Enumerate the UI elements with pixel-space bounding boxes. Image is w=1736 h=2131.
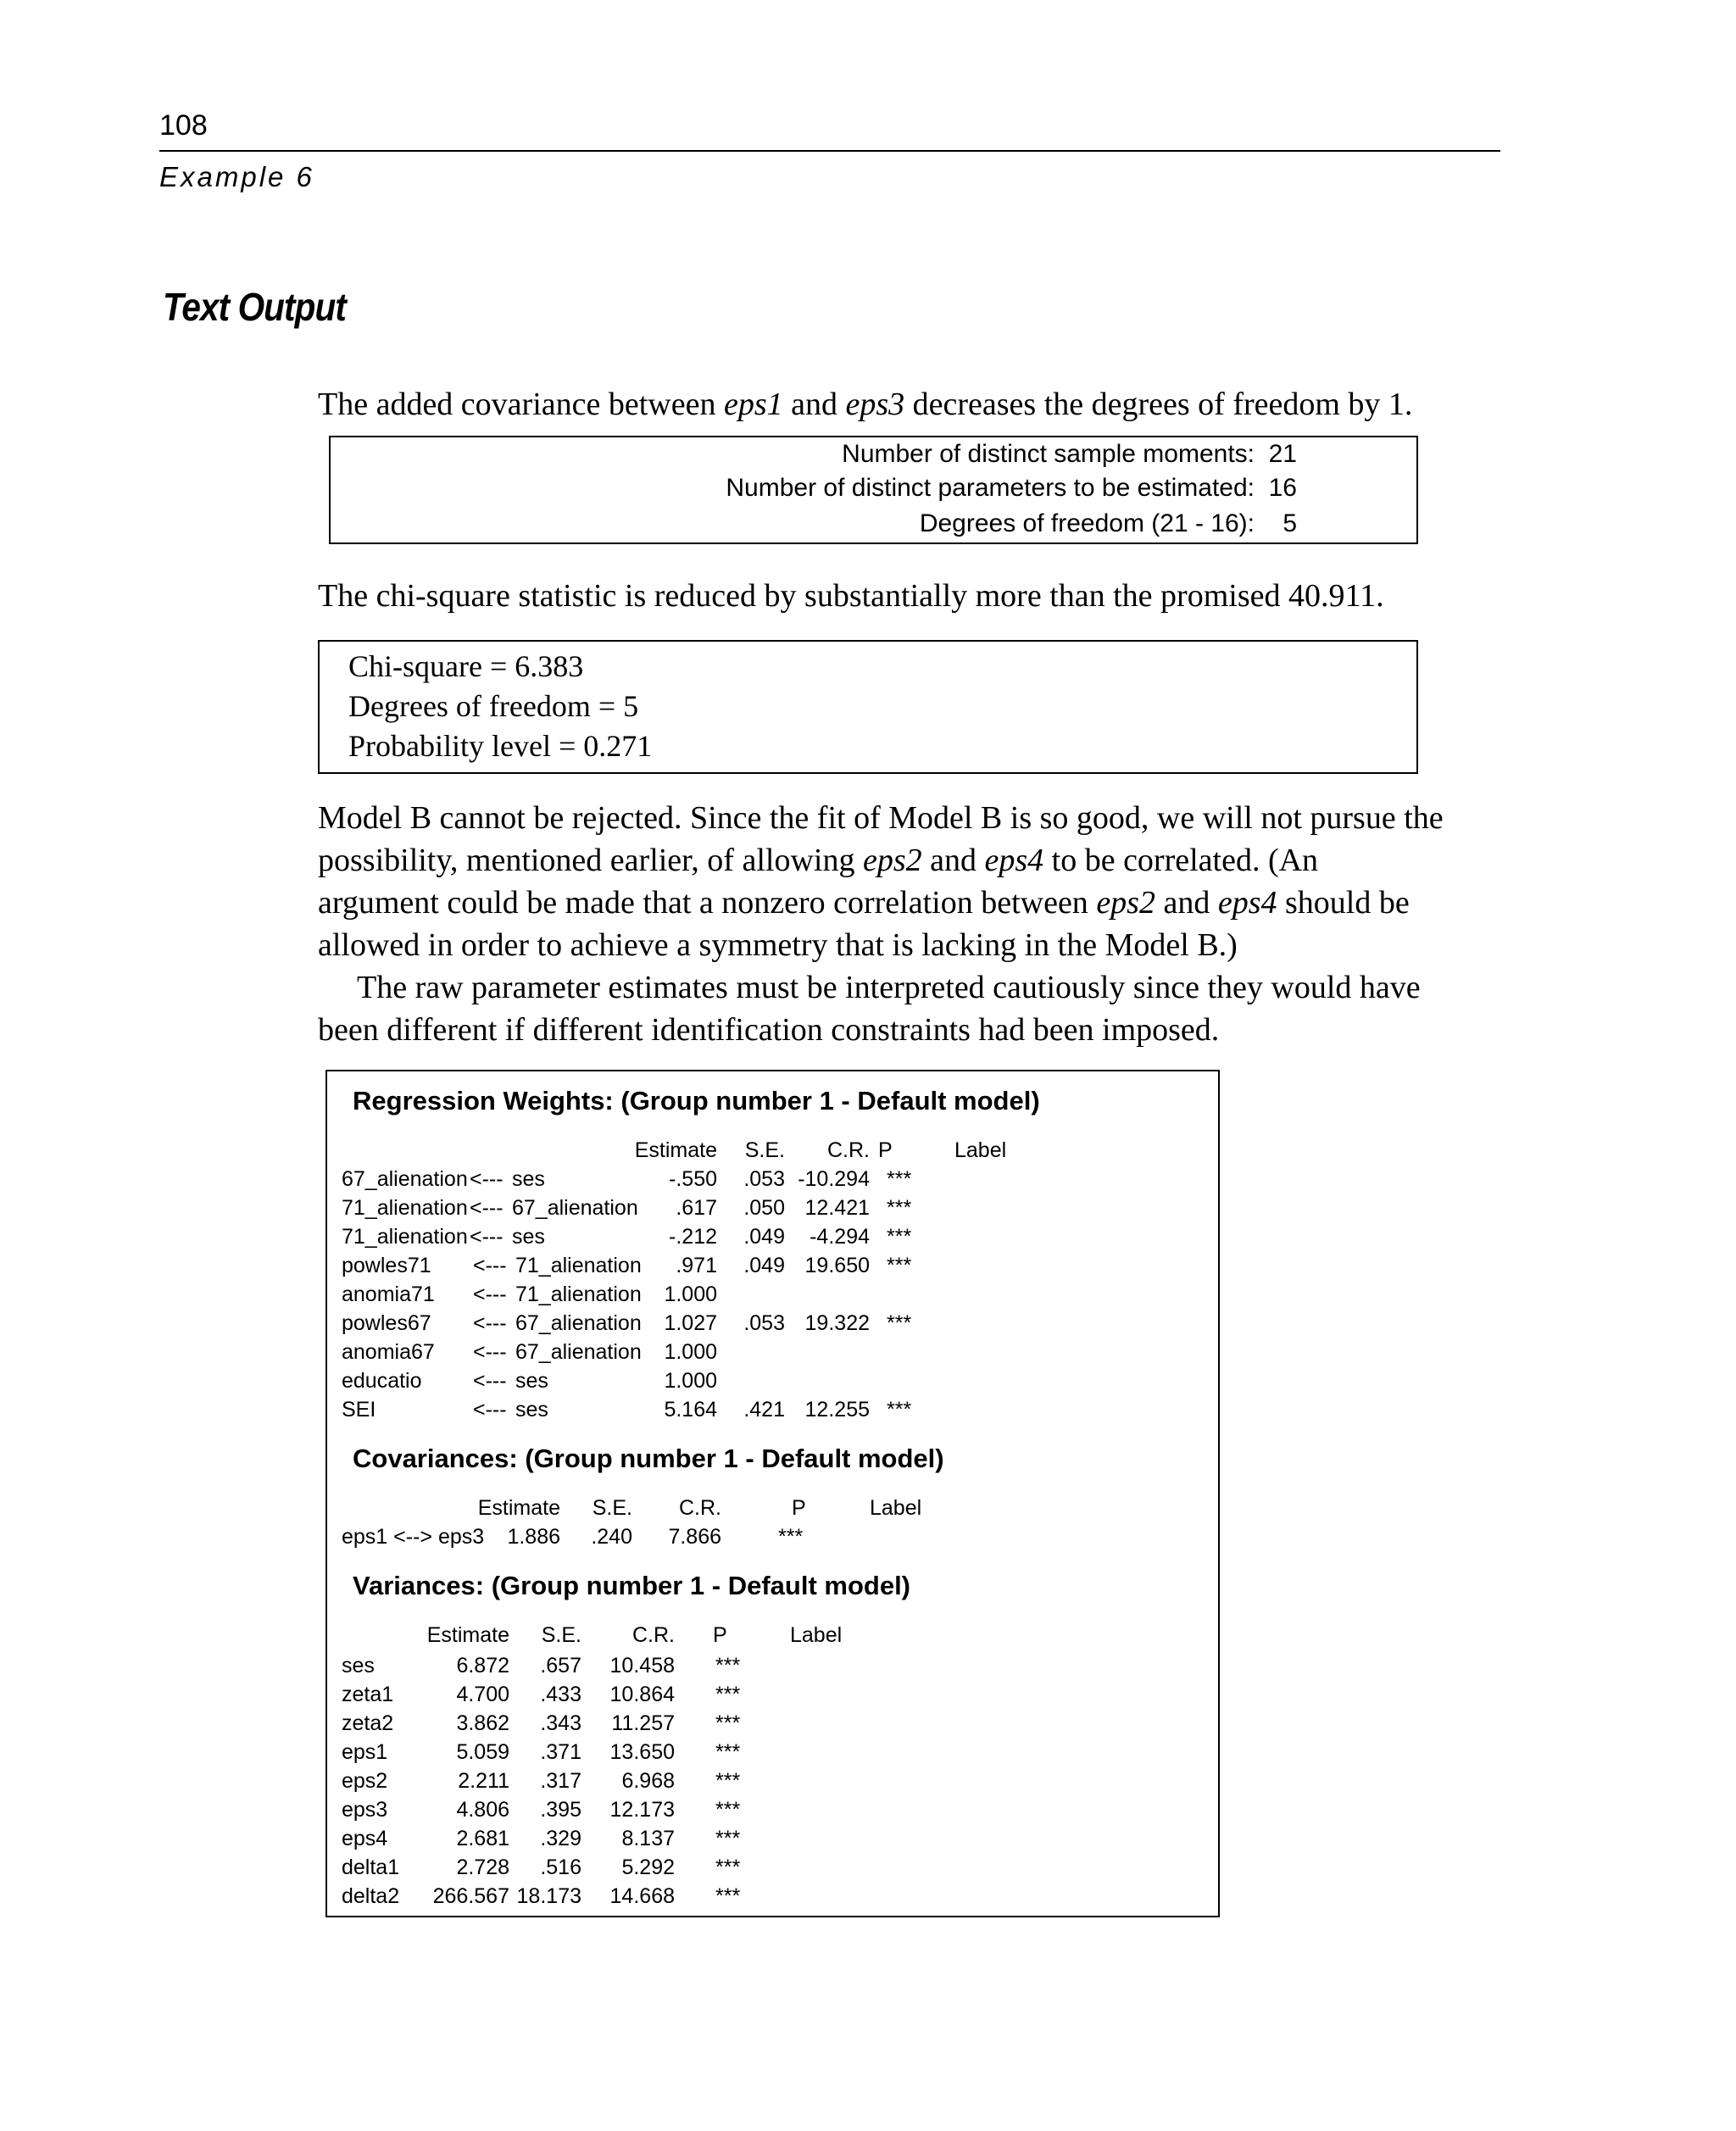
- body-line-2: [318, 839, 1505, 882]
- row-estimate: 1.000: [664, 1282, 717, 1306]
- row-se: .053: [743, 1311, 785, 1335]
- row-independent: ses: [515, 1398, 548, 1422]
- body-line-1: Model B cannot be rejected. Since the fit of Model B is so good, we will not pursue the: [318, 800, 1444, 836]
- df-row-degrees: [331, 509, 1301, 542]
- row-independent: ses: [512, 1167, 545, 1191]
- degrees-of-freedom-line: Degrees of freedom = 5: [348, 689, 639, 723]
- intro-text: The added covariance between: [318, 387, 724, 422]
- row-se: .421: [743, 1398, 785, 1422]
- df-label: Degrees of freedom (21 - 16):: [919, 509, 1255, 537]
- chi-square-line: Chi-square = 6.383: [348, 649, 584, 683]
- row-cr: 19.650: [804, 1254, 870, 1277]
- row-cr: 13.650: [609, 1740, 675, 1764]
- row-arrow: <---: [470, 1196, 504, 1220]
- row-cr: 19.322: [804, 1311, 870, 1335]
- probability-level-line: Probability level = 0.271: [348, 729, 653, 763]
- row-dependent: 67_alienation: [342, 1167, 468, 1191]
- row-p: ***: [715, 1856, 741, 1879]
- row-p: ***: [887, 1311, 912, 1335]
- row-arrow: <---: [473, 1369, 507, 1393]
- row-cr: -4.294: [810, 1225, 870, 1249]
- body-term-eps2: eps2: [1096, 885, 1155, 921]
- row-cr: 12.173: [609, 1798, 675, 1822]
- row-p: ***: [715, 1769, 741, 1793]
- covariance-estimate: 1.886: [507, 1525, 560, 1549]
- header-cr: C.R.: [827, 1138, 870, 1162]
- row-estimate: 4.700: [456, 1683, 509, 1706]
- row-independent: 67_alienation: [515, 1340, 642, 1364]
- row-estimate: 1.000: [664, 1340, 717, 1364]
- df-row-moments: [331, 439, 1301, 473]
- row-se: .050: [743, 1196, 785, 1220]
- intro-term-eps3: eps3: [845, 387, 905, 422]
- row-estimate: 2.681: [456, 1827, 509, 1850]
- row-se: .371: [540, 1740, 581, 1764]
- row-independent: 71_alienation: [515, 1282, 642, 1306]
- row-cr: 5.292: [621, 1856, 675, 1879]
- row-p: ***: [715, 1711, 741, 1735]
- row-independent: 67_alienation: [512, 1196, 638, 1220]
- row-estimate: 6.872: [456, 1654, 509, 1678]
- row-arrow: <---: [473, 1398, 507, 1422]
- row-name: eps1: [342, 1740, 388, 1764]
- row-cr: 10.864: [609, 1683, 675, 1706]
- row-name: zeta2: [342, 1711, 394, 1735]
- header-label: Label: [790, 1623, 843, 1647]
- header-cr: C.R.: [632, 1623, 675, 1647]
- body-paragraph: [318, 797, 1505, 1051]
- body-term-eps4: eps4: [1217, 885, 1277, 921]
- body-line-5: The raw parameter estimates must be interpreted cautiously since they would have: [357, 970, 1421, 1005]
- row-p: ***: [887, 1225, 912, 1249]
- running-head: [159, 108, 1500, 142]
- row-se: .049: [743, 1254, 785, 1277]
- row-estimate: 1.000: [664, 1369, 717, 1393]
- header-p: P: [792, 1496, 806, 1520]
- body-text: and: [1155, 885, 1218, 921]
- df-output-box: [329, 436, 1418, 544]
- header-se: S.E.: [744, 1138, 785, 1162]
- row-dependent: powles67: [342, 1311, 431, 1335]
- row-independent: ses: [515, 1369, 548, 1393]
- row-arrow: <---: [473, 1340, 507, 1364]
- row-p: ***: [715, 1683, 741, 1706]
- row-cr: -10.294: [798, 1167, 870, 1191]
- row-dependent: 71_alienation: [342, 1196, 468, 1220]
- row-arrow: <---: [470, 1167, 504, 1191]
- header-se: S.E.: [592, 1496, 632, 1520]
- row-p: ***: [715, 1884, 741, 1908]
- intro-term-eps1: eps1: [723, 387, 783, 422]
- body-text: should be: [1277, 885, 1410, 921]
- row-arrow: <---: [473, 1254, 507, 1277]
- row-cr: 10.458: [609, 1654, 675, 1678]
- row-independent: 71_alienation: [515, 1254, 642, 1277]
- row-estimate: -.212: [669, 1225, 717, 1249]
- row-estimate: 5.164: [664, 1398, 717, 1422]
- row-estimate: -.550: [669, 1167, 717, 1191]
- header-p: P: [713, 1623, 727, 1647]
- header-cr: C.R.: [679, 1496, 721, 1520]
- row-estimate: 2.728: [456, 1856, 509, 1879]
- row-se: .317: [540, 1769, 581, 1793]
- row-se: 18.173: [516, 1884, 581, 1908]
- body-text: argument could be made that a nonzero correlation between: [318, 885, 1097, 921]
- header-se: S.E.: [541, 1623, 581, 1647]
- df-value: 16: [1268, 474, 1297, 502]
- row-name: delta2: [342, 1884, 400, 1908]
- row-estimate: 266.567: [432, 1884, 509, 1908]
- body-text: and: [921, 843, 985, 878]
- row-estimate: 1.027: [664, 1311, 717, 1335]
- covariance-cr: 7.866: [668, 1525, 721, 1549]
- row-se: .343: [540, 1711, 581, 1735]
- intro-text-and: and: [782, 387, 846, 422]
- row-cr: 12.255: [804, 1398, 870, 1422]
- row-se: .053: [743, 1167, 785, 1191]
- row-independent: 67_alienation: [515, 1311, 642, 1335]
- row-dependent: anomia67: [342, 1340, 435, 1364]
- row-arrow: <---: [473, 1282, 507, 1306]
- row-arrow: <---: [473, 1311, 507, 1335]
- row-estimate: .617: [676, 1196, 717, 1220]
- body-term-eps2: eps2: [862, 843, 922, 878]
- row-dependent: anomia71: [342, 1282, 435, 1306]
- header-estimate: Estimate: [426, 1623, 509, 1647]
- df-label: Number of distinct parameters to be estimated:: [726, 474, 1255, 502]
- row-dependent: educatio: [342, 1369, 422, 1393]
- df-value: 5: [1283, 509, 1297, 537]
- row-arrow: <---: [470, 1225, 504, 1249]
- row-cr: 14.668: [609, 1884, 675, 1908]
- row-dependent: SEI: [342, 1398, 376, 1422]
- chi-paragraph: The chi-square statistic is reduced by substantially more than the promised 40.911.: [318, 578, 1384, 614]
- header-p: P: [878, 1138, 893, 1162]
- row-se: .049: [743, 1225, 785, 1249]
- row-independent: ses: [512, 1225, 545, 1249]
- row-name: eps2: [342, 1769, 388, 1793]
- row-dependent: powles71: [342, 1254, 431, 1277]
- row-se: .329: [540, 1827, 581, 1850]
- header-label: Label: [954, 1138, 1007, 1162]
- row-dependent: 71_alienation: [342, 1225, 468, 1249]
- body-text: to be correlated. (An: [1043, 843, 1319, 878]
- covariance-p: ***: [778, 1525, 804, 1549]
- row-p: ***: [715, 1740, 741, 1764]
- row-cr: 11.257: [611, 1711, 675, 1735]
- covariances-title: Covariances: (Group number 1 - Default model): [353, 1444, 944, 1473]
- row-estimate: 2.211: [458, 1769, 509, 1793]
- row-name: zeta1: [342, 1683, 394, 1706]
- variances-title: Variances: (Group number 1 - Default model): [353, 1571, 911, 1600]
- row-se: .395: [540, 1798, 581, 1822]
- covariance-se: .240: [591, 1525, 632, 1549]
- df-row-parameters: [331, 473, 1301, 507]
- regression-weights-title: Regression Weights: (Group number 1 - Default model): [353, 1086, 1040, 1116]
- intro-paragraph: [318, 383, 1505, 426]
- row-cr: 8.137: [621, 1827, 675, 1850]
- fit-output-box: [318, 640, 1418, 774]
- header-estimate: Estimate: [477, 1496, 560, 1520]
- row-estimate: .971: [676, 1254, 717, 1277]
- row-p: ***: [715, 1798, 741, 1822]
- df-value: 21: [1268, 440, 1297, 468]
- page-number: 108: [159, 109, 208, 142]
- row-cr: 6.968: [621, 1769, 675, 1793]
- body-line-4: allowed in order to achieve a symmetry that is lacking in the Model B.): [318, 927, 1238, 963]
- row-p: ***: [887, 1196, 912, 1220]
- body-line-3: [318, 882, 1505, 924]
- body-line-6: been different if different identification constraints had been imposed.: [318, 1012, 1220, 1048]
- row-se: .657: [540, 1654, 581, 1678]
- header-rule: [159, 150, 1500, 152]
- header-estimate: Estimate: [634, 1138, 717, 1162]
- estimates-output-box: [326, 1070, 1220, 1917]
- section-title: Text Output: [163, 285, 346, 329]
- row-p: ***: [887, 1254, 912, 1277]
- chapter-label: Example 6: [159, 161, 314, 192]
- row-estimate: 4.806: [456, 1798, 509, 1822]
- row-estimate: 5.059: [456, 1740, 509, 1764]
- row-name: eps4: [342, 1827, 388, 1850]
- row-name: ses: [342, 1654, 375, 1678]
- row-p: ***: [715, 1654, 741, 1678]
- row-se: .433: [540, 1683, 581, 1706]
- row-se: .516: [540, 1856, 581, 1879]
- row-name: delta1: [342, 1856, 400, 1879]
- header-label: Label: [870, 1496, 922, 1520]
- df-label: Number of distinct sample moments:: [842, 440, 1255, 468]
- row-name: eps3: [342, 1798, 388, 1822]
- body-text: possibility, mentioned earlier, of allowing: [318, 843, 863, 878]
- body-term-eps4: eps4: [984, 843, 1044, 878]
- covariance-name: eps1 <--> eps3: [342, 1525, 485, 1549]
- row-cr: 12.421: [804, 1196, 870, 1220]
- row-p: ***: [715, 1827, 741, 1850]
- row-p: ***: [887, 1398, 912, 1422]
- row-estimate: 3.862: [456, 1711, 509, 1735]
- intro-text-end: decreases the degrees of freedom by 1.: [904, 387, 1413, 422]
- row-p: ***: [887, 1167, 912, 1191]
